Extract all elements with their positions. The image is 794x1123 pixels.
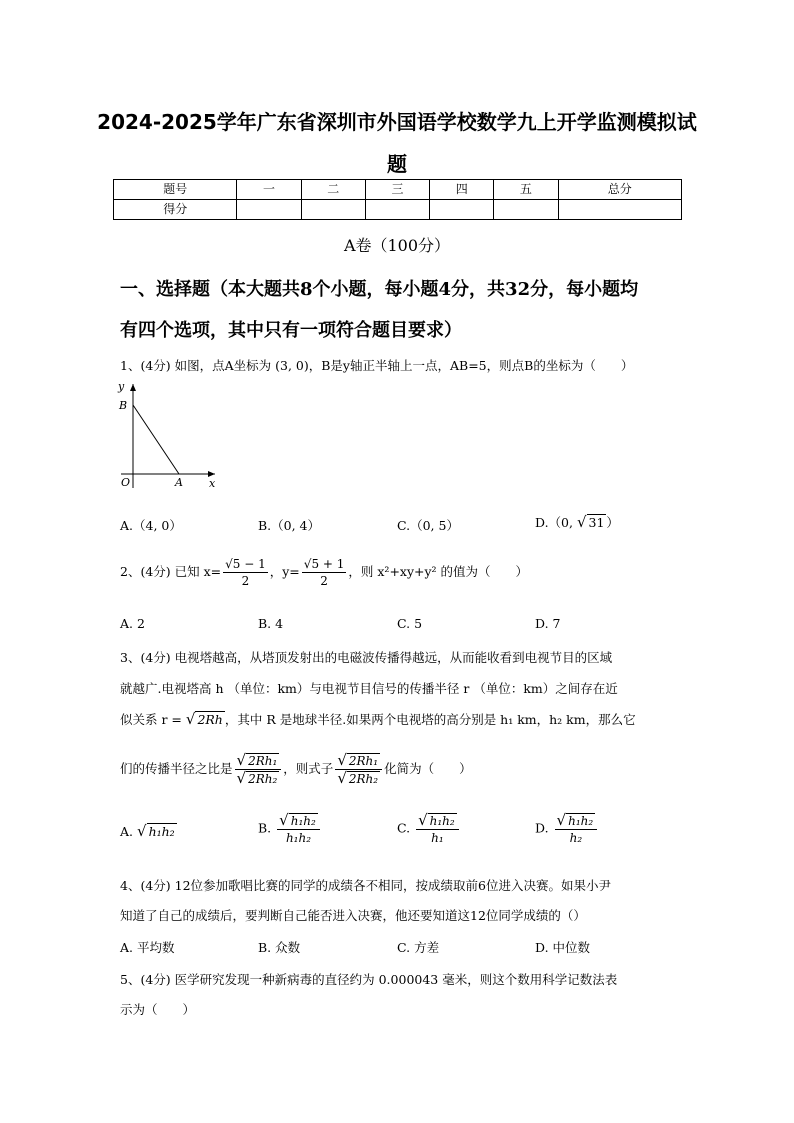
score-header-cell: 总分: [558, 180, 681, 200]
section-a-heading: A卷（100分）: [343, 236, 451, 255]
score-blank-cell: [237, 200, 301, 220]
q3-expression-label: ，则式子: [283, 761, 334, 776]
q2-x-numerator: √5 − 1: [225, 557, 266, 571]
q3-ratio-fraction: $\frac{\text{√ 2Rh₁}}{\text{√ 2Rh₂}}$: [235, 752, 282, 787]
q2-suffix: ，则 x²+xy+y² 的值为（ ）: [348, 564, 529, 579]
q3-option-b: B. $\frac{\text{√ h₁h₂}}{\text{h₁h₂}}$: [258, 812, 322, 846]
score-blank-cell: [430, 200, 494, 220]
q1-option-d-label: D.（0,: [535, 515, 577, 530]
q4-option-c: C. 方差: [397, 940, 440, 955]
q1-option-b: B.（0, 4）: [258, 518, 321, 533]
q2-option-c: C. 5: [397, 616, 423, 631]
q2-y-numerator: √5 + 1: [303, 557, 345, 571]
q2-option-d: D. 7: [535, 616, 561, 631]
score-value-row: [114, 200, 682, 220]
q3-option-c-numerator: h₁h₂: [429, 814, 455, 828]
q4-option-d: D. 中位数: [535, 940, 591, 955]
y-axis-label: y: [118, 380, 125, 393]
q3-expression-fraction: $\frac{\text{√ 2Rh₁}}{\text{√ 2Rh₂}}$: [335, 752, 382, 787]
origin-label: O: [121, 476, 131, 489]
page-title-continued: 题: [387, 152, 407, 176]
score-label-cell: 得分: [114, 200, 237, 220]
q3-expression-numerator: 2Rh₁: [348, 754, 379, 768]
score-header-cell: 五: [494, 180, 558, 200]
q3-option-c-denominator: h₁: [431, 831, 444, 845]
q3-option-b-label: B.: [258, 820, 272, 836]
question-3-line-1: 3、(4分) 电视塔越高，从塔顶发射出的电磁波传播得越远，从而能收看到电视节目的区域: [120, 650, 613, 665]
x-axis-label: x: [209, 477, 216, 490]
part-one-heading-continued: 有四个选项，其中只有一项符合题目要求）: [120, 320, 462, 341]
question-1-text: 1、(4分) 如图，点A坐标为 (3, 0)，B是y轴正半轴上一点，AB=5，则点B的坐标为（ ）: [120, 358, 634, 373]
score-header-cell: 一: [237, 180, 301, 200]
score-blank-cell: [365, 200, 429, 220]
q4-option-b: B. 众数: [258, 940, 301, 955]
q3-option-b-numerator: h₁h₂: [290, 814, 316, 828]
q2-option-b: B. 4: [258, 616, 284, 631]
score-header-cell: 题号: [114, 180, 237, 200]
q3-option-a-value: h₁h₂: [148, 824, 175, 839]
q3-relation-prefix: 似关系 r =: [120, 712, 186, 727]
q3-ratio-denominator: 2Rh₂: [248, 772, 278, 786]
q1-option-d-close: ）: [606, 515, 619, 530]
q3-option-c: C. $\frac{\text{√ h₁h₂}}{\text{h₁}}$: [397, 812, 461, 846]
score-header-cell: 四: [430, 180, 494, 200]
question-1-figure: [115, 378, 225, 496]
q2-prefix: 2、(4分) 已知 x=: [120, 564, 222, 579]
score-table: [113, 179, 682, 220]
question-3-line-4: [120, 752, 472, 787]
q3-option-d-label: D.: [535, 820, 549, 836]
q2-option-a: A. 2: [120, 616, 145, 631]
q3-option-c-label: C.: [397, 820, 411, 836]
q3-option-d-denominator: h₂: [569, 831, 583, 845]
page-title: 2024-2025学年广东省深圳市外国语学校数学九上开学监测模拟试: [97, 110, 697, 134]
score-blank-cell: [494, 200, 558, 220]
question-5-line-1: 5、(4分) 医学研究发现一种新病毒的直径约为 0.000043 毫米，则这个数用科学记数法表: [120, 972, 618, 987]
score-blank-cell: [301, 200, 365, 220]
q3-option-a-label: A.: [120, 824, 134, 839]
q3-relation-radicand: 2Rh: [197, 712, 223, 727]
question-3-line-2: 就越广.电视塔高 h （单位：km）与电视节目信号的传播半径 r （单位：km）之间存在近: [120, 681, 618, 696]
q3-option-a: A. √ h₁h₂: [120, 822, 175, 840]
score-blank-cell: [558, 200, 681, 220]
q3-ratio-prefix: 们的传播半径之比是: [120, 761, 233, 776]
segment-ab: [133, 405, 179, 474]
score-header-cell: 三: [365, 180, 429, 200]
q4-option-a: A. 平均数: [120, 940, 175, 955]
y-axis-arrow: [130, 384, 136, 391]
q2-x-denominator: 2: [241, 574, 250, 588]
question-2-text: [120, 556, 528, 589]
q3-ratio-numerator: 2Rh₁: [248, 754, 278, 768]
q1-option-c: C.（0, 5）: [397, 518, 459, 533]
q1-option-d-radicand: 31: [588, 515, 605, 530]
q2-y-fraction: [302, 556, 347, 589]
q1-option-a: A.（4, 0）: [120, 518, 182, 533]
q3-option-d-numerator: h₁h₂: [568, 814, 594, 828]
q2-y-denominator: 2: [320, 574, 328, 588]
question-4-line-1: 4、(4分) 12位参加歌唱比赛的同学的成绩各不相同，按成绩取前6位进入决赛。如果小尹: [120, 878, 611, 893]
q3-expression-denominator: 2Rh₂: [348, 772, 379, 786]
score-header-cell: 二: [301, 180, 365, 200]
part-one-heading: 一、选择题（本大题共8个小题，每小题4分，共32分，每小题均: [120, 279, 639, 300]
q3-option-d: D. $\frac{\text{√ h₁h₂}}{\text{h₂}}$: [535, 812, 599, 846]
question-3-line-3: 似关系 r = √ 2Rh ，其中 R 是地球半径.如果两个电视塔的高分别是 h₁ km，h₂ km，那么它: [120, 710, 636, 728]
score-header-row: [114, 180, 682, 200]
q1-option-d: D.（0, √ 31 ）: [535, 513, 619, 531]
q3-option-b-denominator: h₁h₂: [285, 831, 312, 845]
question-5-line-2: 示为（ ）: [120, 1002, 196, 1017]
point-b-label: B: [119, 399, 128, 412]
question-4-line-2: 知道了自己的成绩后，要判断自己能否进入决赛，他还要知道这12位同学成绩的（）: [120, 908, 586, 923]
q3-relation-suffix: ，其中 R 是地球半径.如果两个电视塔的高分别是 h₁ km，h₂ km，那么它: [224, 712, 636, 727]
q3-simplify-prompt: 化简为（ ）: [384, 761, 472, 776]
q2-x-fraction: [223, 556, 268, 589]
q2-mid: ，y=: [269, 564, 300, 579]
point-a-label: A: [175, 476, 183, 489]
